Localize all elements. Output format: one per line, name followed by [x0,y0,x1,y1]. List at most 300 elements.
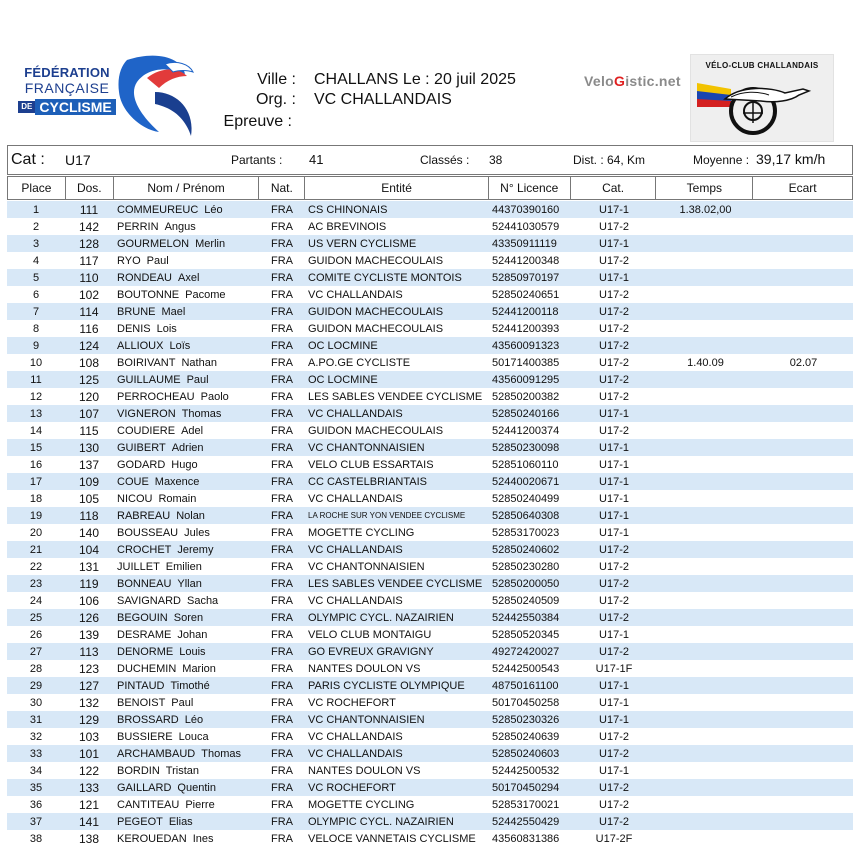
velogistic-part3: istic.net [625,73,681,89]
org-value: VC CHALLANDAIS [314,91,452,108]
dossard-cell: 121 [78,797,100,812]
name-cell [113,765,259,777]
category-cell: U17-2 [599,594,629,607]
entity-cell: GUIDON MACHECOULAIS [308,305,444,318]
licence-cell: 52850240639 [492,730,560,743]
nationality-cell: FRA [271,458,293,471]
first-name: Emilien [165,560,202,573]
velogistic-part1: Velo [584,73,614,89]
table-row [7,694,853,711]
name-cell [113,680,259,692]
table-row [7,218,853,235]
gap-cell: 02.07 [789,356,818,369]
category-cell: U17-2 [599,560,629,573]
name-cell [113,748,259,760]
name-cell [113,493,259,505]
nationality-cell: FRA [271,492,293,505]
name-cell [113,238,259,250]
cat-label: Cat : [11,151,45,168]
last-name: COMMEUREUC [117,203,199,216]
nationality-cell: FRA [271,781,293,794]
licence-cell: 52442500543 [492,662,560,675]
dossard-cell: 128 [78,236,100,251]
name-cell [113,646,259,658]
entity-cell: GO EVREUX GRAVIGNY [308,645,434,658]
place-cell: 36 [29,798,43,811]
first-name: Adrien [171,441,204,454]
nationality-cell: FRA [271,271,293,284]
entity-cell: VELO CLUB MONTAIGU [308,628,432,641]
dossard-cell: 104 [78,542,100,557]
table-row [7,371,853,388]
dossard-cell: 142 [78,219,100,234]
category-cell: U17-2 [599,356,629,369]
name-cell [113,561,259,573]
table-row [7,524,853,541]
category-cell: U17-2 [599,645,629,658]
entity-cell: OLYMPIC CYCL. NAZAIRIEN [308,611,454,624]
header-gap: Ecart [788,181,817,195]
licence-cell: 52441030579 [492,220,560,233]
table-row [7,320,853,337]
last-name: PINTAUD [117,679,165,692]
entity-cell: VELOCE VANNETAIS CYCLISME [308,832,476,845]
dossard-cell: 138 [78,831,100,846]
table-row [7,388,853,405]
dossard-cell: 102 [78,287,100,302]
first-name: Léo [184,713,204,726]
first-name: Paul [146,254,169,267]
licence-cell: 52850240509 [492,594,560,607]
name-cell [113,595,259,607]
dossard-cell: 114 [79,304,99,319]
table-row [7,354,853,371]
nationality-cell: FRA [271,662,293,675]
licence-cell: 52850240166 [492,407,560,420]
first-name: Romain [158,492,197,505]
name-cell [113,731,259,743]
first-name: Thomas [181,407,222,420]
entity-cell: A.PO.GE CYCLISTE [308,356,411,369]
place-cell: 7 [32,305,40,318]
licence-cell: 52851060110 [492,458,559,471]
nationality-cell: FRA [271,730,293,743]
last-name: DUCHEMIN [117,662,177,675]
dossard-cell: 130 [78,440,100,455]
table-row [7,609,853,626]
licence-cell: 43560091323 [492,339,560,352]
entity-cell: CC CASTELBRIANTAIS [308,475,427,488]
name-cell [113,204,259,216]
first-name: Soren [173,611,204,624]
last-name: PERRIN [117,220,159,233]
place-cell: 26 [29,628,43,641]
licence-cell: 52442550384 [492,611,560,624]
table-row [7,252,853,269]
category-cell: U17-2 [599,390,629,403]
name-cell [113,408,259,420]
partants-value: 41 [309,152,324,167]
last-name: BRUNE [117,305,156,318]
last-name: COUDIERE [117,424,176,437]
category-cell: U17-2 [599,288,629,301]
last-name: BENOIST [117,696,166,709]
org-label: Org. : [255,91,296,108]
first-name: Léo [204,203,223,216]
category-cell: U17-1 [599,441,629,454]
first-name: Nolan [176,509,205,522]
entity-cell: LA ROCHE SUR YON VENDEE CYCLISME [308,511,466,520]
name-cell [113,833,259,845]
dossard-cell: 110 [79,270,99,285]
category-cell: U17-1 [599,237,629,250]
place-cell: 21 [29,543,43,556]
table-row [7,745,853,762]
table-row [7,728,853,745]
category-cell: U17-2 [599,424,629,437]
entity-cell: VC CHALLANDAIS [308,492,403,505]
ffc-logo-de: DE [18,101,35,113]
entity-cell: MOGETTE CYCLING [308,526,415,539]
place-cell: 3 [32,237,40,250]
dossard-cell: 101 [78,746,100,761]
entity-cell: VC ROCHEFORT [308,696,396,709]
nationality-cell: FRA [271,356,293,369]
licence-cell: 43560831386 [492,832,560,845]
last-name: SAVIGNARD [117,594,181,607]
table-row [7,201,853,218]
entity-cell: VC ROCHEFORT [308,781,396,794]
name-cell [113,527,259,539]
nationality-cell: FRA [271,594,293,607]
entity-cell: MOGETTE CYCLING [308,798,415,811]
nationality-cell: FRA [271,237,293,250]
nationality-cell: FRA [271,475,293,488]
nationality-cell: FRA [271,254,293,267]
place-cell: 13 [29,407,43,420]
table-row [7,796,853,813]
header-place: Place [8,177,66,199]
place-cell: 8 [32,322,40,335]
category-cell: U17-1 [599,203,629,216]
first-name: Thomas [201,747,241,760]
dossard-cell: 120 [78,389,100,404]
entity-cell: VC CHALLANDAIS [308,543,403,556]
results-table-header [7,176,853,200]
licence-cell: 50171400385 [492,356,560,369]
dossard-cell: 127 [78,678,100,693]
name-cell [113,578,259,590]
entity-cell: NANTES DOULON VS [308,764,421,777]
dossard-cell: 119 [79,576,99,591]
place-cell: 1 [32,203,40,216]
nationality-cell: FRA [271,798,293,811]
dossard-cell: 116 [79,321,99,336]
place-cell: 30 [29,696,43,709]
dossard-cell: 126 [78,610,100,625]
entity-cell: VC CHALLANDAIS [308,407,403,420]
place-cell: 14 [29,424,43,437]
first-name: Tristan [165,764,199,777]
first-name: Ines [192,832,214,845]
place-cell: 2 [32,220,40,233]
category-cell: U17-1 [599,271,629,284]
header-category: Cat. [571,177,657,199]
name-cell [113,510,259,522]
dossard-cell: 139 [78,627,100,642]
category-cell: U17-1 [599,526,629,539]
nationality-cell: FRA [271,628,293,641]
category-cell: U17-1 [599,475,629,488]
licence-cell: 52850230098 [492,441,560,454]
name-cell [113,714,259,726]
nationality-cell: FRA [271,679,293,692]
category-cell: U17-1F [595,662,633,675]
dossard-cell: 115 [79,423,99,438]
first-name: Lois [156,322,177,335]
first-name: Merlin [195,237,226,250]
place-cell: 17 [29,475,43,488]
name-cell [113,374,259,386]
partants-label: Partants : [231,153,283,167]
club-logo [690,54,834,142]
header-licence: N° Licence [489,177,571,199]
category-cell: U17-1 [599,713,629,726]
table-row [7,558,853,575]
dossard-cell: 122 [78,763,100,778]
entity-cell: VC CHANTONNAISIEN [308,713,425,726]
place-cell: 34 [29,764,43,777]
name-cell [113,442,259,454]
last-name: BUSSIERE [117,730,173,743]
category-cell: U17-2 [599,373,629,386]
name-cell [113,816,259,828]
table-row [7,660,853,677]
category-cell: U17-1 [599,764,629,777]
entity-cell: AC BREVINOIS [308,220,387,233]
licence-cell: 52850230280 [492,560,560,573]
table-row [7,507,853,524]
licence-cell: 49272420027 [492,645,560,658]
licence-cell: 52442500532 [492,764,560,777]
name-cell [113,459,259,471]
last-name: PERROCHEAU [117,390,195,403]
first-name: Maxence [154,475,200,488]
nationality-cell: FRA [271,203,293,216]
first-name: Elias [168,815,193,828]
first-name: Sacha [186,594,219,607]
licence-cell: 48750161100 [492,679,559,692]
moyenne-label: Moyenne : [693,153,750,167]
name-cell [113,391,259,403]
header-dossard: Dos. [66,177,114,199]
last-name: PEGEOT [117,815,163,828]
licence-cell: 44370390160 [492,203,560,216]
dossard-cell: 107 [78,406,100,421]
category-cell: U17-2 [599,577,629,590]
category-cell: U17-1 [599,407,629,420]
name-cell [113,612,259,624]
entity-cell: LES SABLES VENDEE CYCLISME [308,390,483,403]
table-row [7,592,853,609]
dossard-cell: 108 [78,355,100,370]
first-name: Nathan [181,356,217,369]
licence-cell: 52850240499 [492,492,560,505]
table-row [7,235,853,252]
category-cell: U17-2 [599,611,629,624]
place-cell: 24 [29,594,43,607]
category-cell: U17-1 [599,509,629,522]
last-name: RYO [117,254,141,267]
last-name: RABREAU [117,509,171,522]
last-name: GUIBERT [117,441,166,454]
place-cell: 23 [29,577,43,590]
nationality-cell: FRA [271,645,293,658]
licence-cell: 52850200050 [492,577,560,590]
name-cell [113,476,259,488]
name-cell [113,544,259,556]
place-cell: 5 [32,271,40,284]
velogistic-part2: G [614,73,626,89]
category-cell: U17-2F [595,832,633,845]
last-name: BORDIN [117,764,160,777]
name-cell [113,289,259,301]
dossard-cell: 140 [78,525,100,540]
last-name: DENIS [117,322,151,335]
cat-value: U17 [65,152,91,168]
last-name: JUILLET [117,560,160,573]
last-name: GAILLARD [117,781,172,794]
last-name: GODARD [117,458,166,471]
ffc-logo [12,52,202,140]
ville-value: CHALLANS Le : 20 juil 2025 [314,71,516,88]
time-cell: 1.40.09 [687,356,724,369]
entity-cell: GUIDON MACHECOULAIS [308,322,444,335]
place-cell: 15 [29,441,43,454]
nationality-cell: FRA [271,543,293,556]
first-name: Quentin [177,781,216,794]
place-cell: 4 [32,254,40,267]
dossard-cell: 103 [78,729,100,744]
nationality-cell: FRA [271,696,293,709]
place-cell: 29 [29,679,43,692]
table-row [7,269,853,286]
dossard-cell: 141 [78,814,100,829]
place-cell: 6 [32,288,40,301]
nationality-cell: FRA [271,832,293,845]
entity-cell: GUIDON MACHECOULAIS [308,424,444,437]
last-name: KEROUEDAN [117,832,187,845]
category-cell: U17-1 [599,679,629,692]
category-cell: U17-1 [599,696,629,709]
entity-cell: VELO CLUB ESSARTAIS [308,458,434,471]
entity-cell: OC LOCMINE [308,373,378,386]
last-name: BOUTONNE [117,288,180,301]
nationality-cell: FRA [271,305,293,318]
category-summary-bar [7,145,853,175]
category-cell: U17-2 [599,543,629,556]
licence-cell: 50170450258 [492,696,560,709]
category-cell: U17-2 [599,798,629,811]
dossard-cell: 124 [78,338,100,353]
entity-cell: VC CHALLANDAIS [308,288,403,301]
dossard-cell: 117 [79,253,99,268]
entity-cell: OC LOCMINE [308,339,378,352]
nationality-cell: FRA [271,509,293,522]
table-row [7,286,853,303]
first-name: Paul [171,696,194,709]
category-cell: U17-1 [599,458,629,471]
entity-cell: OLYMPIC CYCL. NAZAIRIEN [308,815,454,828]
licence-cell: 52440020671 [492,475,560,488]
place-cell: 27 [29,645,43,658]
last-name: BEGOUIN [117,611,168,624]
nationality-cell: FRA [271,577,293,590]
licence-cell: 52850200382 [492,390,560,403]
category-cell: U17-2 [599,339,629,352]
last-name: BOIRIVANT [117,356,176,369]
licence-cell: 50170450294 [492,781,560,794]
place-cell: 37 [29,815,43,828]
first-name: Axel [178,271,200,284]
licence-cell: 52442550429 [492,815,560,828]
dossard-cell: 123 [78,661,100,676]
nationality-cell: FRA [271,441,293,454]
last-name: BROSSARD [117,713,179,726]
table-row [7,490,853,507]
ffc-logo-line3: CYCLISME [35,99,115,115]
licence-cell: 52441200393 [492,322,560,335]
club-logo-title: VÉLO-CLUB CHALLANDAIS [705,61,819,70]
category-cell: U17-2 [599,815,629,828]
place-cell: 10 [29,356,43,369]
first-name: Louca [178,730,209,743]
first-name: Pacome [185,288,226,301]
first-name: Louis [179,645,206,658]
licence-cell: 52850520345 [492,628,560,641]
licence-cell: 43560091295 [492,373,560,386]
time-cell: 1.38.02,00 [679,203,732,216]
licence-cell: 52850240602 [492,543,560,556]
category-cell: U17-1 [599,492,629,505]
place-cell: 18 [29,492,43,505]
name-cell [113,782,259,794]
table-row [7,456,853,473]
entity-cell: CS CHINONAIS [308,203,388,216]
moyenne-value: 39,17 km/h [756,151,826,167]
licence-cell: 43350911119 [492,237,557,250]
place-cell: 31 [29,713,43,726]
licence-cell: 52441200348 [492,254,560,267]
ffc-logo-line2: FRANÇAISE [24,80,110,96]
place-cell: 16 [29,458,43,471]
place-cell: 20 [29,526,43,539]
nationality-cell: FRA [271,526,293,539]
entity-cell: GUIDON MACHECOULAIS [308,254,444,267]
licence-cell: 52850230326 [492,713,560,726]
nationality-cell: FRA [271,390,293,403]
nationality-cell: FRA [271,373,293,386]
name-cell [113,357,259,369]
last-name: GUILLAUME [117,373,181,386]
category-cell: U17-2 [599,322,629,335]
first-name: Timothé [170,679,210,692]
entity-cell: VC CHALLANDAIS [308,747,403,760]
entity-cell: VC CHANTONNAISIEN [308,560,425,573]
entity-cell: PARIS CYCLISTE OLYMPIQUE [308,679,465,692]
licence-cell: 52853170021 [492,798,560,811]
first-name: Hugo [171,458,198,471]
